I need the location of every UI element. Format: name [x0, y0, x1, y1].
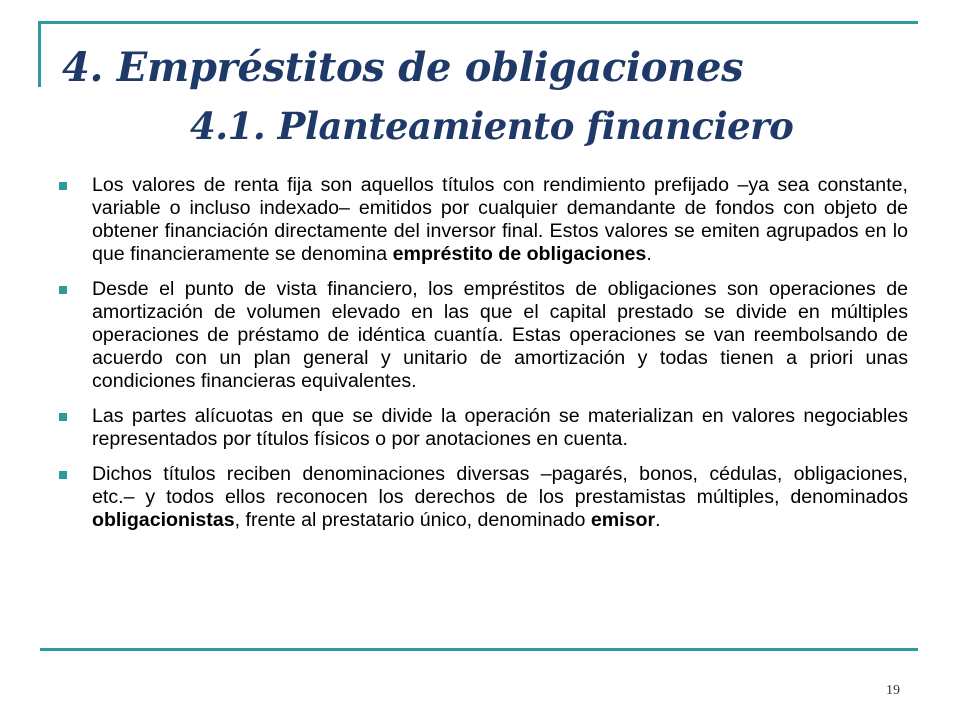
- frame-left-line: [38, 21, 41, 87]
- bullet-square-icon: [59, 413, 67, 421]
- bullet-bold-term: obligacionistas: [92, 509, 235, 531]
- bullet-item: [55, 174, 908, 266]
- bullet-text: .: [646, 243, 652, 265]
- bullet-square-icon: [59, 471, 67, 479]
- bullet-item: [55, 278, 908, 393]
- bullet-bold-term: empréstito de obligaciones: [392, 243, 647, 265]
- bullet-list: [55, 174, 908, 544]
- bullet-text: Desde el punto de vista financiero, los empréstitos de obligaciones son operaciones de amortización de volumen elevado en las que el capital prestado se divide en múltiples operaciones de préstamo de idéntica cuantía. Estas operaciones se van reembolsando de acuerdo con un plan general y unitario de amortización y todas tienen a priori unas condiciones financieras equivalentes.: [92, 278, 908, 392]
- bullet-square-icon: [59, 182, 67, 190]
- bullet-square-icon: [59, 286, 67, 294]
- bullet-item: [55, 463, 908, 532]
- slide-title: 4. Empréstitos de obligaciones: [62, 44, 744, 91]
- bullet-text: Los valores de renta fija son aquellos títulos con rendimiento prefijado –ya sea constante, variable o incluso indexado– emitidos por cualquier demandante de fondos con objeto de obtener financiación directamente del inversor final. Estos valores se emiten agrupados en lo que financieramente se denomina: [92, 174, 908, 265]
- frame-top-line: [38, 21, 918, 24]
- bullet-text: Las partes alícuotas en que se divide la operación se materializan en valores negociables representados por títulos físicos o por anotaciones en cuenta.: [92, 405, 908, 450]
- page-number: 19: [886, 683, 900, 698]
- frame-bottom-line: [40, 648, 918, 651]
- bullet-bold-term: emisor: [590, 509, 656, 531]
- bullet-text: , frente al prestatario único, denominado: [234, 509, 591, 531]
- slide-subtitle: 4.1. Planteamiento financiero: [190, 104, 794, 148]
- bullet-item: [55, 405, 908, 451]
- bullet-text: Dichos títulos reciben denominaciones diversas –pagarés, bonos, cédulas, obligaciones, etc.– y todos ellos reconocen los derechos de los prestamistas múltiples, denominados: [92, 463, 908, 508]
- bullet-text: .: [655, 509, 661, 531]
